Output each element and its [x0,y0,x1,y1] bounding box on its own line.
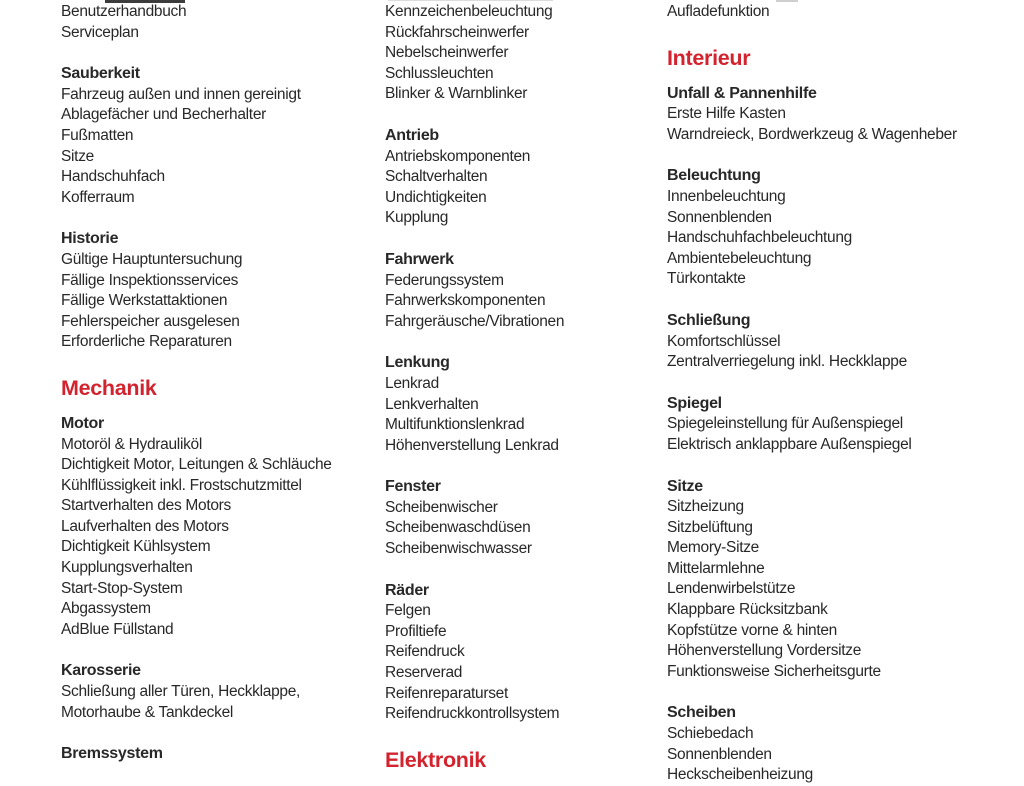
section-heading: Mechanik [61,375,157,400]
checklist-item: Komfortschlüssel [667,332,781,350]
checklist-item: Erforderliche Reparaturen [61,333,232,351]
checklist-item: Reifendruckkontrollsystem [385,705,560,723]
subsection-heading: Karosserie [61,662,141,680]
subsection-heading: Sauberkeit [61,65,140,83]
checklist-item: Scheibenwischwasser [385,540,532,558]
subsection-heading: Fahrwerk [385,250,454,268]
checklist-item: Motorhaube & Tankdeckel [61,703,234,721]
checklist-item: Laufverhalten des Motors [61,517,229,535]
checklist-item: Fahrgeräusche/Vibrationen [385,312,565,330]
checklist-item: Profiltiefe [385,622,447,640]
checklist-item: Scheibenwischer [385,498,498,516]
cut-off-line-fragment [388,0,553,1]
checklist-item: Fällige Werkstattaktionen [61,292,228,310]
subsection-heading: Räder [385,581,429,599]
checklist-item: Scheibenwaschdüsen [385,519,531,537]
checklist-item: Mittelarmlehne [667,559,765,577]
checklist-item: Lenkrad [385,374,439,392]
checklist-item: Rückfahrscheinwerfer [385,23,529,41]
checklist-item: Türkontakte [667,270,746,288]
section-heading: Interieur [667,45,751,70]
checklist-item: Multifunktionslenkrad [385,416,525,434]
checklist-item: Schiebedach [667,725,754,743]
checklist-item: Reifendruck [385,643,465,661]
subsection-heading: Antrieb [385,126,439,144]
subsection-heading: Motor [61,414,104,432]
checklist-item: Warndreieck, Bordwerkzeug & Wagenheber [667,125,957,143]
checklist-item: Gültige Hauptuntersuchung [61,250,243,268]
subsection-heading: Historie [61,230,119,248]
checklist-item: Sonnenblenden [667,745,772,763]
checklist-item: Serviceplan [61,23,139,41]
checklist-item: Schließung aller Türen, Heckklappe, [61,683,301,701]
checklist-item: Lenkverhalten [385,395,479,413]
checklist-item: Kennzeichenbeleuchtung [385,3,553,20]
checklist-item: Fahrwerkskomponenten [385,292,546,310]
checklist-item: Sitzheizung [667,498,744,516]
checklist-item: Motoröl & Hydrauliköl [61,435,203,453]
checklist-item: Fehlerspeicher ausgelesen [61,312,240,330]
checklist-item: Undichtigkeiten [385,188,487,206]
checklist-item: Handschuhfach [61,168,165,186]
checklist-item: Startverhalten des Motors [61,497,231,515]
column-middle [385,2,685,773]
checklist-item: Kopfstütze vorne & hinten [667,621,838,639]
column-right [667,2,997,786]
section-heading: Elektronik [385,747,486,772]
checklist-item: Erste Hilfe Kasten [667,105,786,123]
checklist-item: Fußmatten [61,126,134,144]
checklist-item: Spiegeleinstellung für Außenspiegel [667,415,903,433]
subsection-heading: Fenster [385,478,441,496]
subsection-heading: Beleuchtung [667,167,761,185]
checklist-item: Sitzbelüftung [667,518,753,536]
checklist-item: Reifenreparaturset [385,684,508,702]
checklist-item: Nebelscheinwerfer [385,44,509,62]
checklist-item: Federungssystem [385,271,504,289]
subsection-heading: Lenkung [385,354,450,372]
subsection-heading: Spiegel [667,394,722,412]
checklist-item: Heckscheibenheizung [667,766,813,784]
checklist-item: Dichtigkeit Motor, Leitungen & Schläuche [61,456,332,474]
checklist-item: Kofferraum [61,188,135,206]
checklist-item: Schaltverhalten [385,168,488,186]
checklist-item: AdBlue Füllstand [61,620,174,638]
checklist-item: Abgassystem [61,600,151,618]
checklist-item: Kupplungsverhalten [61,559,193,577]
checklist-item: Fahrzeug außen und innen gereinigt [61,85,301,103]
checklist-item: Blinker & Warnblinker [385,85,528,103]
checklist-item: Kühlflüssigkeit inkl. Frostschutzmittel [61,476,302,494]
checklist-item: Antriebskomponenten [385,147,531,165]
column-left [61,2,373,765]
checklist-item: Elektrisch anklappbare Außenspiegel [667,435,912,453]
checklist-item: Lendenwirbelstütze [667,580,796,598]
checklist-item: Höhenverstellung Lenkrad [385,436,559,454]
checklist-item: Ambientebeleuchtung [667,249,812,267]
checklist-item: Sitze [61,147,94,165]
checklist-item: Höhenverstellung Vordersitze [667,642,862,660]
checklist-item: Ablagefächer und Becherhalter [61,106,267,124]
subsection-heading: Unfall & Pannenhilfe [667,84,817,102]
checklist-item: Zentralverriegelung inkl. Heckklappe [667,353,907,371]
subsection-heading: Scheiben [667,704,736,722]
checklist-item: Kupplung [385,209,449,227]
checklist-item: Benutzerhandbuch [61,3,187,20]
checklist-item: Start-Stop-System [61,579,183,597]
checklist-item: Reserverad [385,664,463,682]
subsection-heading: Bremssystem [61,745,163,763]
subsection-heading: Schließung [667,311,751,329]
checklist-item: Sonnenblenden [667,208,772,226]
checklist-item: Aufladefunktion [667,3,770,20]
subsection-heading: Sitze [667,477,703,495]
checklist-item: Handschuhfachbeleuchtung [667,229,852,247]
checklist-item: Innenbeleuchtung [667,187,786,205]
checklist-item: Dichtigkeit Kühlsystem [61,538,211,556]
checklist-item: Schlussleuchten [385,64,494,82]
checklist-item: Fällige Inspektionsservices [61,271,239,289]
checklist-item: Felgen [385,602,431,620]
checklist-item: Funktionsweise Sicherheitsgurte [667,662,881,680]
checklist-item: Memory-Sitze [667,539,759,557]
checklist-item: Klappbare Rücksitzbank [667,601,828,619]
